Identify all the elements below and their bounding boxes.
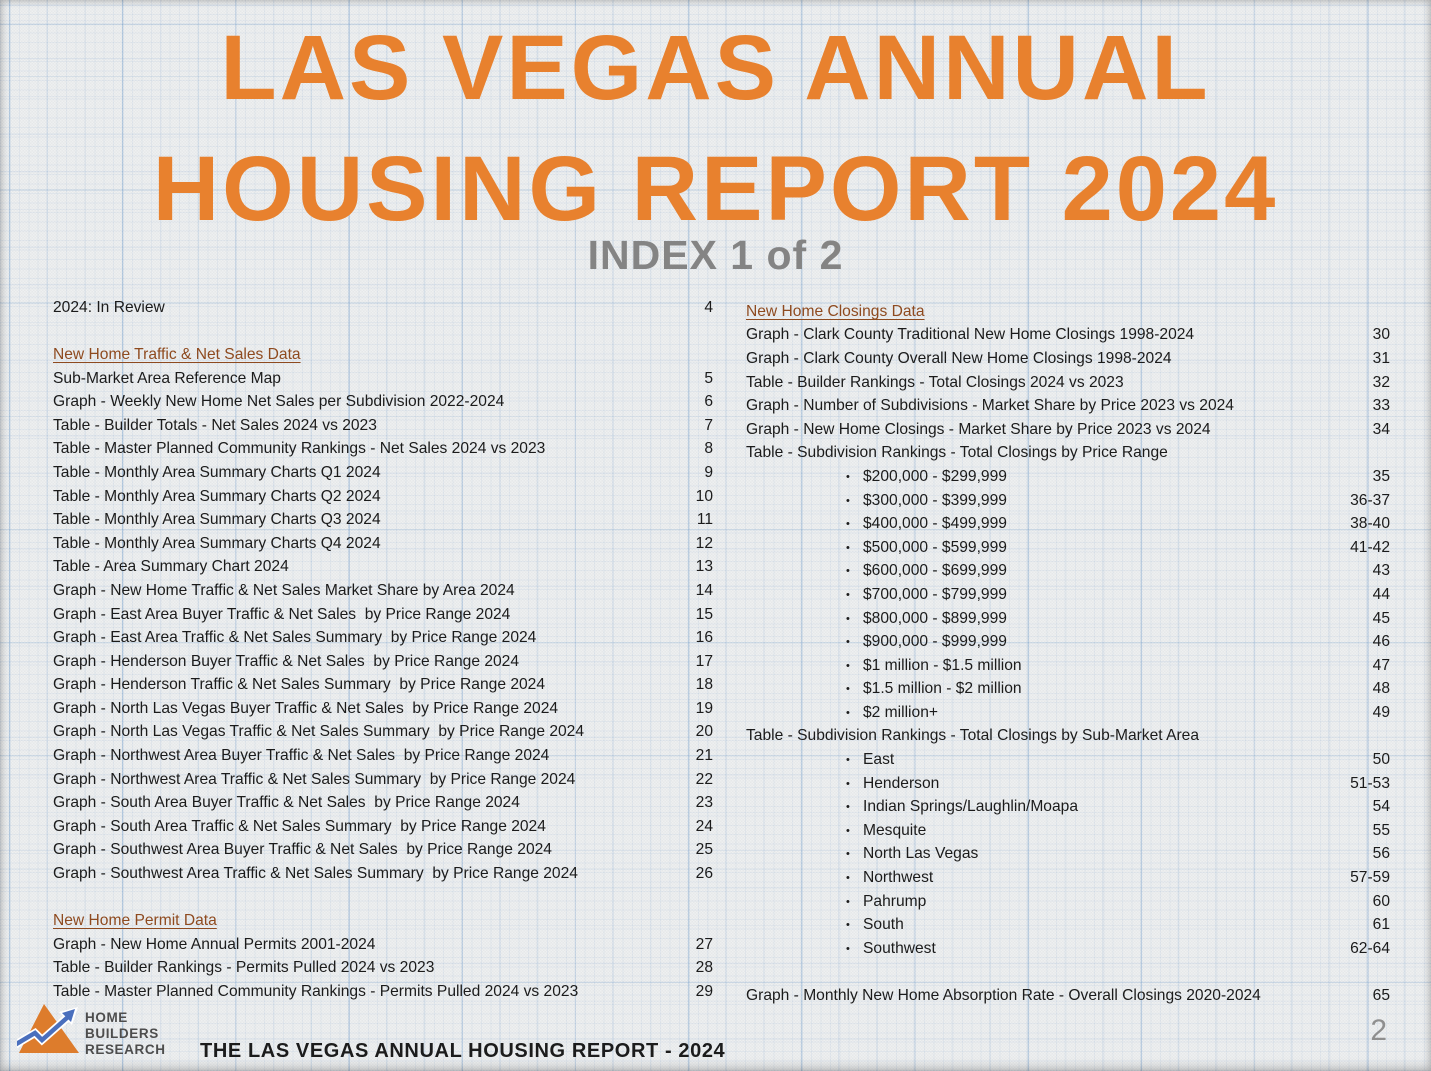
footer-report-title: THE LAS VEGAS ANNUAL HOUSING REPORT - 2024 (200, 1040, 726, 1062)
page-ref: 51-53 (1350, 774, 1390, 792)
page-ref: 57-59 (1350, 869, 1390, 887)
page-ref: 22 (695, 770, 713, 788)
logo-line-research: RESEARCH (85, 1041, 166, 1057)
index-label: 2024: In Review (53, 298, 165, 316)
page-ref: 31 (1372, 349, 1390, 367)
index-entry (746, 394, 1390, 418)
page-ref: 36-37 (1350, 491, 1390, 509)
page-ref: 48 (1372, 680, 1390, 698)
index-label: Mesquite (863, 821, 927, 839)
index-entry (53, 438, 713, 462)
page-ref: 54 (1372, 798, 1390, 816)
page-ref: 65 (1372, 987, 1390, 1005)
page-ref: 24 (695, 817, 713, 835)
index-label: Table - Master Planned Community Rankings - Net Sales 2024 vs 2023 (53, 440, 546, 458)
index-bullet (746, 465, 1390, 489)
page-ref: 23 (695, 794, 713, 812)
page-ref: 4 (704, 298, 713, 316)
bullet-icon: • (846, 777, 850, 790)
bullet-icon: • (846, 683, 850, 696)
index-entry (746, 984, 1390, 1008)
index-entry (53, 862, 713, 886)
home-builders-research-logo-icon (17, 1001, 83, 1057)
page-ref: 15 (695, 605, 713, 623)
index-label: Graph - South Area Traffic & Net Sales Summary by Price Range 2024 (53, 817, 546, 835)
page-ref: 16 (695, 629, 713, 647)
index-label: Graph - Monthly New Home Absorption Rate - Overall Closings 2020-2024 (746, 987, 1261, 1005)
index-bullet (746, 583, 1390, 607)
index-bullet (746, 536, 1390, 560)
index-bullet (746, 890, 1390, 914)
index-label: Henderson (863, 774, 940, 792)
page-ref: 29 (695, 983, 713, 1001)
index-entry (53, 674, 713, 698)
page-ref: 56 (1372, 845, 1390, 863)
index-bullet (746, 748, 1390, 772)
bullet-icon: • (846, 636, 850, 649)
page-ref: 25 (695, 841, 713, 859)
bullet-icon: • (846, 494, 850, 507)
index-entry (746, 324, 1390, 348)
index-entry (746, 442, 1390, 466)
page-ref: 34 (1372, 420, 1390, 438)
page-ref: 12 (695, 534, 713, 552)
index-bullet (746, 819, 1390, 843)
bullet-icon: • (846, 659, 850, 672)
page-ref: 30 (1372, 326, 1390, 344)
bullet-icon: • (846, 848, 850, 861)
index-entry (53, 556, 713, 580)
page-ref: 32 (1372, 373, 1390, 391)
index-label: Table - Builder Totals - Net Sales 2024 vs 2023 (53, 416, 377, 434)
index-bullet (746, 560, 1390, 584)
index-entry (53, 414, 713, 438)
index-label: Graph - South Area Buyer Traffic & Net Sales by Price Range 2024 (53, 794, 520, 812)
index-label: Table - Monthly Area Summary Charts Q1 2024 (53, 463, 381, 481)
bullet-icon: • (846, 942, 850, 955)
index-entry (53, 390, 713, 414)
page-ref: 49 (1372, 703, 1390, 721)
page-ref: 14 (695, 581, 713, 599)
index-entry (53, 744, 713, 768)
index-entry (53, 603, 713, 627)
index-section (53, 909, 713, 933)
page-ref: 10 (695, 487, 713, 505)
index-entry (53, 579, 713, 603)
logo-line-home: HOME (85, 1010, 128, 1025)
index-label: $200,000 - $299,999 (863, 467, 1007, 485)
toc-right-column (746, 300, 1390, 1008)
bullet-icon: • (846, 919, 850, 932)
page-ref: 62-64 (1350, 939, 1390, 957)
bullet-icon: • (846, 824, 850, 837)
bullet-icon: • (846, 470, 850, 483)
index-label: Table - Monthly Area Summary Charts Q2 2024 (53, 487, 381, 505)
index-bullet (746, 678, 1390, 702)
index-entry (746, 347, 1390, 371)
page-ref: 6 (704, 393, 713, 411)
page-ref: 27 (695, 935, 713, 953)
page-ref: 38-40 (1350, 515, 1390, 533)
index-label: $2 million+ (863, 703, 938, 721)
index-label: $1 million - $1.5 million (863, 656, 1022, 674)
bullet-icon: • (846, 754, 850, 767)
index-bullet (746, 866, 1390, 890)
index-label: Southwest (863, 939, 936, 957)
index-bullet (746, 630, 1390, 654)
index-entry (746, 725, 1390, 749)
index-label: Table - Monthly Area Summary Charts Q4 2024 (53, 534, 381, 552)
index-bullet (746, 843, 1390, 867)
page-ref: 55 (1372, 821, 1390, 839)
bullet-icon: • (846, 612, 850, 625)
page-ref: 41-42 (1350, 538, 1390, 556)
page-title-line1: LAS VEGAS ANNUAL (220, 17, 1211, 119)
page-ref: 9 (704, 463, 713, 481)
bullet-icon: • (846, 801, 850, 814)
index-label: Sub-Market Area Reference Map (53, 369, 281, 387)
index-label: $800,000 - $899,999 (863, 609, 1007, 627)
index-spacer (53, 886, 713, 910)
index-label: Graph - Southwest Area Buyer Traffic & Net Sales by Price Range 2024 (53, 841, 552, 859)
index-label: Graph - Clark County Traditional New Home Closings 1998-2024 (746, 326, 1195, 344)
page-ref: 45 (1372, 609, 1390, 627)
index-entry (53, 980, 713, 1004)
index-bullet (746, 512, 1390, 536)
index-entry (53, 768, 713, 792)
index-entry (53, 485, 713, 509)
index-entry (53, 626, 713, 650)
bullet-icon: • (846, 518, 850, 531)
index-bullet (746, 937, 1390, 961)
index-label: Graph - Weekly New Home Net Sales per Subdivision 2022-2024 (53, 393, 505, 411)
index-entry (53, 791, 713, 815)
index-label: $500,000 - $599,999 (863, 538, 1007, 556)
page-ref: 17 (695, 652, 713, 670)
index-label: Table - Master Planned Community Rankings - Permits Pulled 2024 vs 2023 (53, 983, 579, 1001)
index-label: Table - Builder Rankings - Total Closings 2024 vs 2023 (746, 373, 1124, 391)
index-label: Graph - Number of Subdivisions - Market Share by Price 2023 vs 2024 (746, 397, 1234, 415)
index-entry (53, 650, 713, 674)
page-ref: 44 (1372, 585, 1390, 603)
index-label: Graph - Henderson Traffic & Net Sales Summary by Price Range 2024 (53, 676, 546, 694)
page-ref: 20 (695, 723, 713, 741)
index-label: Graph - New Home Traffic & Net Sales Market Share by Area 2024 (53, 581, 515, 599)
index-bullet (746, 913, 1390, 937)
index-label: $300,000 - $399,999 (863, 491, 1007, 509)
bullet-icon: • (846, 895, 850, 908)
bullet-icon: • (846, 565, 850, 578)
index-label: Graph - New Home Closings - Market Share by Price 2023 vs 2024 (746, 420, 1211, 438)
index-bullet (746, 489, 1390, 513)
index-label: New Home Permit Data (53, 912, 217, 930)
index-label: Table - Monthly Area Summary Charts Q3 2024 (53, 511, 381, 529)
index-subtitle: INDEX 1 of 2 (587, 232, 844, 278)
index-label: Graph - Northwest Area Traffic & Net Sales Summary by Price Range 2024 (53, 770, 576, 788)
page-ref: 19 (695, 699, 713, 717)
index-entry (53, 721, 713, 745)
bullet-icon: • (846, 872, 850, 885)
index-bullet (746, 607, 1390, 631)
index-bullet (746, 701, 1390, 725)
page-ref: 8 (704, 440, 713, 458)
index-label: $900,000 - $999,999 (863, 633, 1007, 651)
index-bullet (746, 772, 1390, 796)
page-number: 2 (1370, 1014, 1387, 1047)
index-label: Pahrump (863, 892, 927, 910)
index-label: Table - Subdivision Rankings - Total Closings by Price Range (746, 444, 1168, 462)
index-label: $700,000 - $799,999 (863, 585, 1007, 603)
bullet-icon: • (846, 588, 850, 601)
index-spacer (746, 961, 1390, 985)
index-label: North Las Vegas (863, 845, 979, 863)
index-label: Graph - Southwest Area Traffic & Net Sales Summary by Price Range 2024 (53, 865, 578, 883)
page-ref: 61 (1372, 916, 1390, 934)
index-entry (53, 957, 713, 981)
index-label: Indian Springs/Laughlin/Moapa (863, 798, 1079, 816)
page-ref: 50 (1372, 751, 1390, 769)
index-label: Graph - East Area Traffic & Net Sales Summary by Price Range 2024 (53, 629, 537, 647)
page-ref: 33 (1372, 397, 1390, 415)
index-label: South (863, 916, 904, 934)
index-label: Table - Area Summary Chart 2024 (53, 558, 289, 576)
index-label: $400,000 - $499,999 (863, 515, 1007, 533)
index-bullet (746, 654, 1390, 678)
index-label: Graph - North Las Vegas Traffic & Net Sales Summary by Price Range 2024 (53, 723, 585, 741)
index-entry (53, 532, 713, 556)
index-label: Graph - Henderson Buyer Traffic & Net Sales by Price Range 2024 (53, 652, 520, 670)
index-label: $600,000 - $699,999 (863, 562, 1007, 580)
index-entry (746, 371, 1390, 395)
index-label: Graph - New Home Annual Permits 2001-2024 (53, 935, 376, 953)
index-entry (53, 461, 713, 485)
page-ref: 5 (704, 369, 713, 387)
page-ref: 13 (695, 558, 713, 576)
page-ref: 47 (1372, 656, 1390, 674)
bullet-icon: • (846, 706, 850, 719)
index-section (53, 343, 713, 367)
index-spacer (53, 320, 713, 344)
index-entry (53, 839, 713, 863)
page-ref: 28 (695, 959, 713, 977)
index-label: New Home Traffic & Net Sales Data (53, 345, 301, 363)
page-ref: 21 (695, 747, 713, 765)
index-label: Graph - Clark County Overall New Home Closings 1998-2024 (746, 349, 1172, 367)
index-label: Graph - East Area Buyer Traffic & Net Sales by Price Range 2024 (53, 605, 511, 623)
toc-left-column (53, 296, 713, 1004)
page-ref: 46 (1372, 633, 1390, 651)
index-bullet (746, 795, 1390, 819)
index-entry (53, 296, 713, 320)
page-ref: 11 (696, 511, 713, 529)
page-ref: 35 (1372, 467, 1390, 485)
index-entry (746, 418, 1390, 442)
index-label: New Home Closings Data (746, 302, 925, 320)
index-label: East (863, 751, 895, 769)
page-ref: 43 (1372, 562, 1390, 580)
index-label: Graph - North Las Vegas Buyer Traffic & Net Sales by Price Range 2024 (53, 699, 559, 717)
page-ref: 60 (1372, 892, 1390, 910)
bullet-icon: • (846, 541, 850, 554)
index-entry (53, 815, 713, 839)
index-label: Table - Builder Rankings - Permits Pulled 2024 vs 2023 (53, 959, 435, 977)
index-label: $1.5 million - $2 million (863, 680, 1022, 698)
index-label: Northwest (863, 869, 934, 887)
index-label: Table - Subdivision Rankings - Total Closings by Sub-Market Area (746, 727, 1200, 745)
index-entry (53, 697, 713, 721)
page-title-line2: HOUSING REPORT 2024 (152, 138, 1279, 240)
page-ref: 18 (695, 676, 713, 694)
index-entry (53, 508, 713, 532)
index-section (746, 300, 1390, 324)
logo-line-builders: BUILDERS (85, 1025, 159, 1041)
index-entry (53, 933, 713, 957)
index-label: Graph - Northwest Area Buyer Traffic & Net Sales by Price Range 2024 (53, 747, 550, 765)
page-ref: 26 (695, 865, 713, 883)
page-ref: 7 (704, 416, 713, 434)
logo-wordmark (85, 1010, 166, 1057)
index-entry (53, 367, 713, 391)
